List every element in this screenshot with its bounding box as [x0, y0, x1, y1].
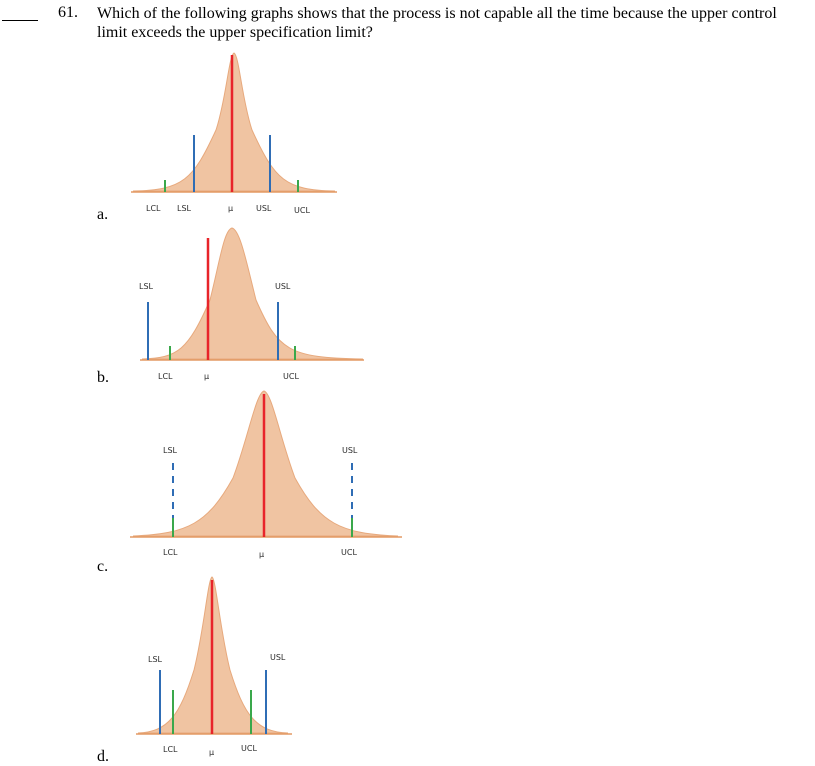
option-a-letter[interactable]: a.: [97, 206, 109, 223]
lcl-label: LCL: [163, 548, 178, 557]
lsl-label: LSL: [148, 655, 162, 664]
lcl-label: LCL: [146, 204, 161, 213]
graph-b: [128, 220, 368, 385]
distribution-curve: [142, 228, 363, 359]
ucl-label: UCL: [294, 206, 310, 215]
graph-c: [118, 388, 408, 566]
ucl-label: UCL: [241, 744, 257, 753]
lcl-label: LCL: [158, 372, 173, 381]
distribution-curve: [133, 53, 335, 191]
answer-blank: [2, 20, 38, 21]
graph-d: [128, 575, 328, 763]
usl-label: USL: [275, 282, 291, 291]
option-b-letter[interactable]: b.: [97, 369, 109, 386]
lcl-label: LCL: [163, 745, 178, 754]
usl-label: USL: [342, 446, 358, 455]
mean-label: μ: [204, 372, 210, 381]
ucl-label: UCL: [283, 372, 299, 381]
lsl-label: LSL: [139, 282, 153, 291]
graph-a: [128, 50, 340, 220]
usl-label: USL: [256, 204, 272, 213]
mean-label: μ: [209, 748, 215, 757]
lsl-label: LSL: [177, 204, 191, 213]
question-text: Which of the following graphs shows that the process is not capable all the time because the upper control limit exceeds the upper specification limit?: [97, 5, 777, 41]
question-number: 61.: [58, 4, 78, 21]
mean-label: μ: [259, 550, 265, 559]
ucl-label: UCL: [341, 548, 357, 557]
option-c-letter[interactable]: c.: [97, 558, 109, 575]
mean-label: μ: [228, 204, 234, 213]
option-d-letter[interactable]: d.: [97, 748, 109, 765]
lsl-label: LSL: [163, 446, 177, 455]
usl-label: USL: [270, 653, 286, 662]
